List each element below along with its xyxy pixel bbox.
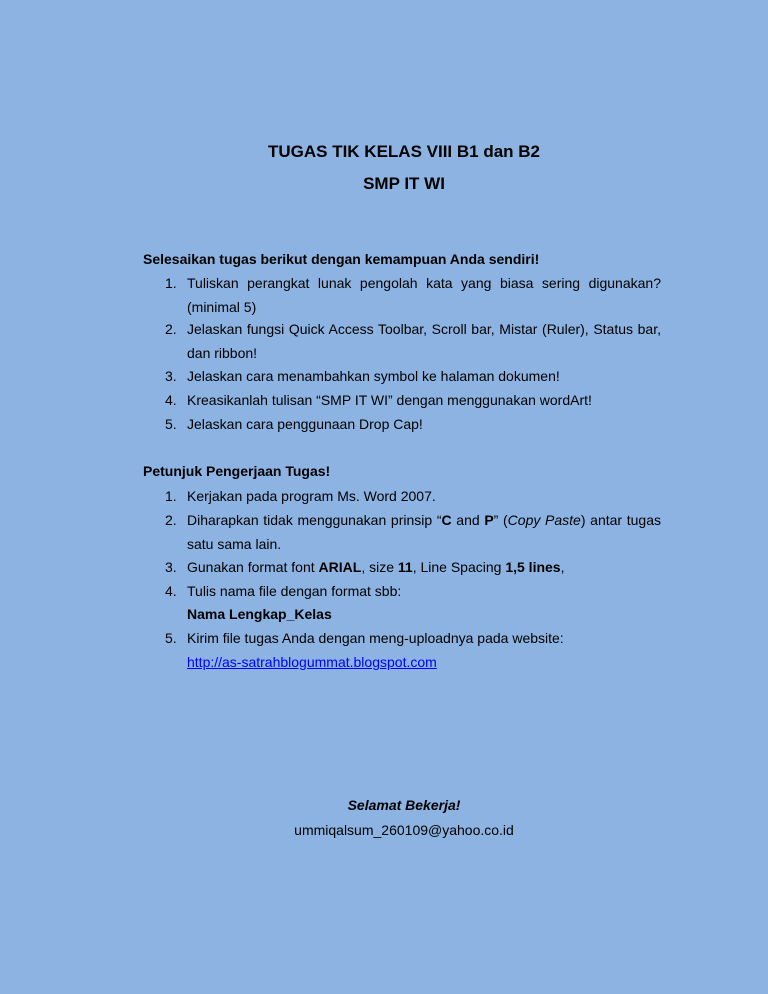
instruction-item <box>165 484 661 508</box>
instruction-text: Tulis nama file dengan format sbb: <box>187 583 402 599</box>
document-subtitle: SMP IT WI <box>363 174 445 193</box>
instruction-number: 2. <box>165 512 177 528</box>
task-text: Jelaskan cara menambahkan symbol ke halaman dokumen! <box>187 368 560 384</box>
instruction-item <box>165 555 661 579</box>
task-item <box>165 412 661 436</box>
section-heading-tasks: Selesaikan tugas berikut dengan kemampuan Anda sendiri! <box>143 251 540 267</box>
instruction-text: Kerjakan pada program Ms. Word 2007. <box>187 488 436 504</box>
instruction-text: Kirim file tugas Anda dengan meng-uploadnya pada website: <box>187 630 564 646</box>
instruction-text: Diharapkan tidak menggunakan prinsip “C and P” (Copy Paste) antar tugas satu sama lain. <box>187 512 661 552</box>
task-number: 4. <box>165 392 177 408</box>
instruction-number: 1. <box>165 488 177 504</box>
filename-format: Nama Lengkap_Kelas <box>187 606 332 622</box>
document-title: TUGAS TIK KELAS VIII B1 dan B2 <box>267 142 541 161</box>
task-text: Jelaskan cara penggunaan Drop Cap! <box>187 416 423 432</box>
instruction-number: 4. <box>165 583 177 599</box>
section-heading-instructions: Petunjuk Pengerjaan Tugas! <box>143 463 331 479</box>
website-link[interactable]: http://as-satrahblogummat.blogspot.com <box>187 654 437 670</box>
task-number: 2. <box>165 321 177 337</box>
task-text: Tuliskan perangkat lunak pengolah kata yang biasa sering digunakan? (minimal 5) <box>187 275 661 315</box>
instruction-number: 5. <box>165 630 177 646</box>
task-text: Jelaskan fungsi Quick Access Toolbar, Scroll bar, Mistar (Ruler), Status bar, dan ribbon! <box>187 321 661 361</box>
instruction-number: 3. <box>165 559 177 575</box>
task-item <box>165 364 661 388</box>
author-email: ummiqalsum_260109@yahoo.co.id <box>294 822 514 838</box>
task-number: 1. <box>165 275 177 291</box>
task-text: Kreasikanlah tulisan “SMP IT WI” dengan menggunakan wordArt! <box>187 392 592 408</box>
instruction-text: Gunakan format font ARIAL, size 11, Line Spacing 1,5 lines, <box>187 559 565 575</box>
instruction-item <box>165 579 661 603</box>
instruction-item <box>165 626 661 650</box>
task-item <box>165 317 661 365</box>
task-number: 5. <box>165 416 177 432</box>
closing-text: Selamat Bekerja! <box>347 797 461 813</box>
task-item <box>165 271 661 319</box>
task-number: 3. <box>165 368 177 384</box>
instruction-item <box>165 508 661 556</box>
task-item <box>165 388 661 412</box>
